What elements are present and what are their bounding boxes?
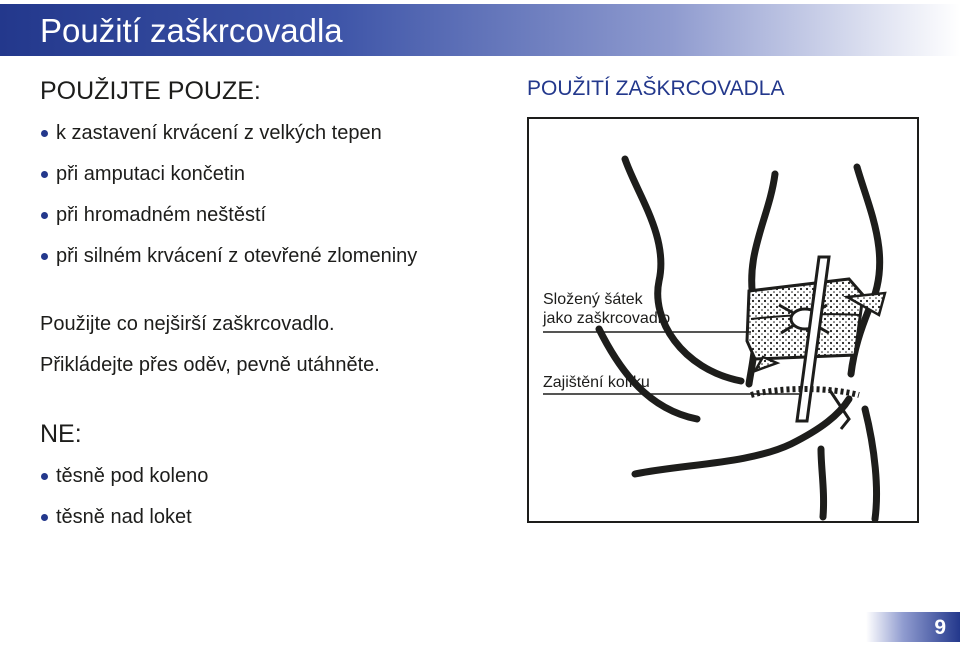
not-list [40, 464, 208, 546]
page-number-bar [866, 612, 960, 642]
use-only-list [40, 121, 417, 285]
label-folded-line-2: jako zaškrcovadlo [543, 310, 671, 327]
header-bar [0, 4, 960, 56]
use-only-heading: POUŽIJTE POUZE: [40, 77, 261, 105]
list-item: při hromadném neštěstí [40, 203, 417, 244]
list-item: těsně pod koleno [40, 464, 208, 505]
label-folded-cloth [543, 290, 670, 328]
not-heading: NE: [40, 420, 82, 448]
instruction-line-2: Přikládejte přes oděv, pevně utáhněte. [40, 354, 380, 376]
instruction-line-1: Použijte co nejširší zaškrcovadlo. [40, 313, 335, 335]
list-item: při amputaci končetin [40, 162, 417, 203]
label-folded-line-1: Složený šátek [543, 291, 643, 308]
page-number: 9 [934, 616, 946, 639]
figure-title: POUŽITÍ ZAŠKRCOVADLA [527, 77, 785, 100]
page-title: Použití zaškrcovadla [40, 12, 343, 49]
list-item: při silném krvácení z otevřené zlomeniny [40, 244, 417, 285]
list-item: těsně nad loket [40, 505, 208, 546]
label-stick: Zajištění kolíku [543, 374, 650, 391]
figure-frame [527, 117, 919, 523]
list-item: k zastavení krvácení z velkých tepen [40, 121, 417, 162]
